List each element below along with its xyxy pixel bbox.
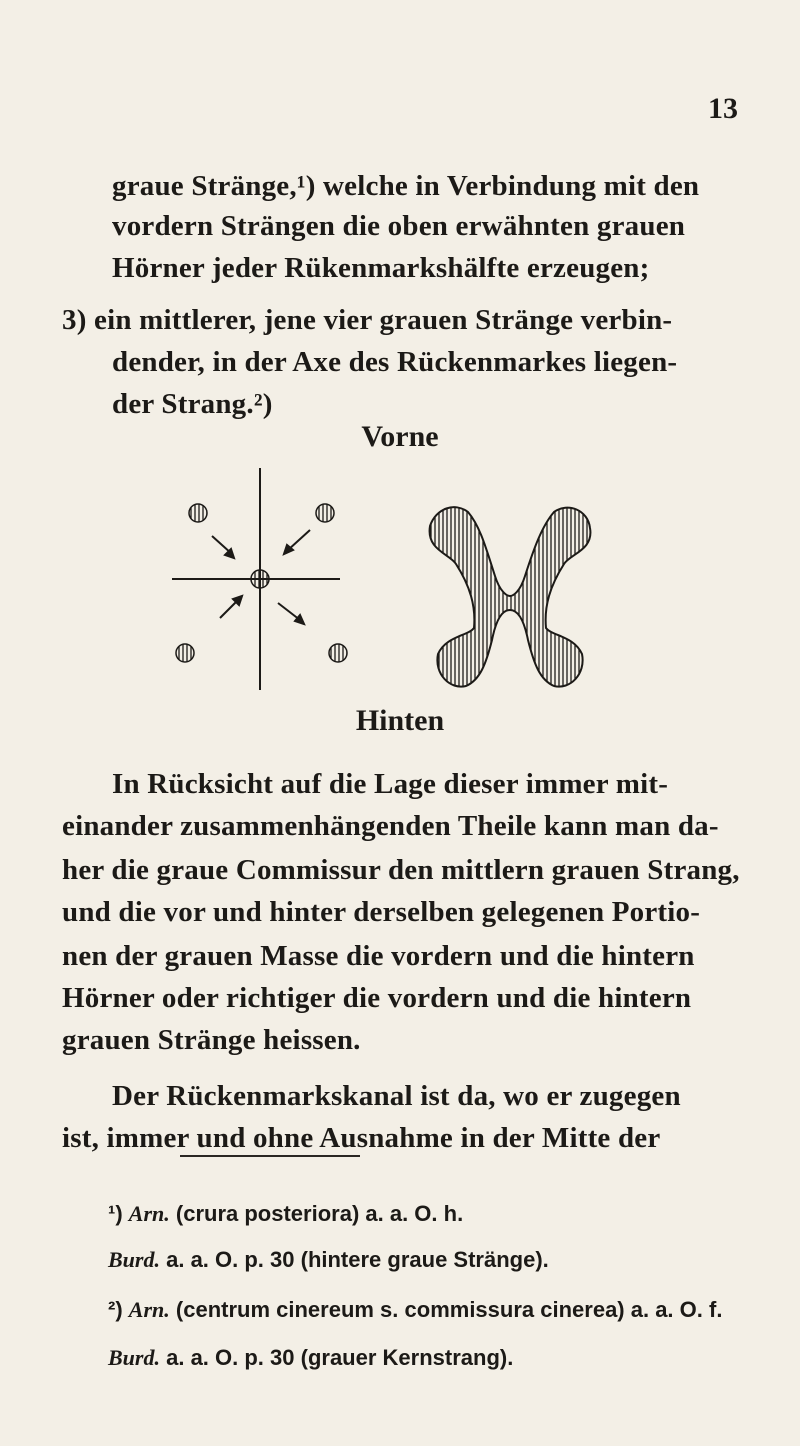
grey-matter-shape: [430, 507, 591, 686]
footnote-marker: ²): [108, 1297, 123, 1322]
text-line: 3) ein mittlerer, jene vier grauen Stränge verbin-: [62, 304, 673, 336]
text-line: Hörner jeder Rükenmarkshälfte erzeugen;: [112, 252, 650, 284]
footnote: [108, 1246, 748, 1274]
footnote-text: a. a. O. p. 30 (grauer Kernstrang).: [166, 1345, 514, 1370]
footnote: [108, 1200, 748, 1228]
footnote-text: (crura posteriora) a. a. O. h.: [175, 1201, 464, 1226]
footnote-author: Burd.: [108, 1247, 160, 1272]
page-number: 13: [708, 92, 738, 125]
text-line: vordern Strängen die oben erwähnten grauen: [112, 210, 686, 242]
text-line: nen der grauen Masse die vordern und die hintern: [62, 940, 695, 972]
footnote-author: Burd.: [108, 1345, 160, 1370]
footnote-text: (centrum cinereum s. commissura cinerea) a. a. O. f.: [175, 1297, 723, 1322]
spinal-cord-diagram: [150, 468, 670, 708]
figure-caption-top: Vorne: [361, 420, 439, 453]
text-line: und die vor und hinter derselben gelegenen Portio-: [62, 896, 701, 928]
figure-caption-bottom: Hinten: [355, 704, 445, 737]
text-line: grauen Stränge heissen.: [62, 1024, 361, 1056]
footnote-author: Arn.: [128, 1297, 170, 1322]
text-line: dender, in der Axe des Rückenmarkes liegen-: [112, 346, 678, 378]
footnote: [108, 1296, 748, 1324]
text-line: graue Stränge,¹) welche in Verbindung mit den: [112, 170, 700, 202]
text-line: einander zusammenhängenden Theile kann man da-: [62, 810, 719, 842]
text-line: her die graue Commissur den mittlern grauen Strang,: [62, 854, 740, 886]
text-line: Hörner oder richtiger die vordern und die hintern: [62, 982, 692, 1014]
footnote-text: a. a. O. p. 30 (hintere graue Stränge).: [166, 1247, 549, 1272]
text-line: In Rücksicht auf die Lage dieser immer mit-: [112, 768, 669, 800]
text-line: ist, immer und ohne Ausnahme in der Mitte der: [62, 1122, 661, 1154]
footnote: [108, 1344, 748, 1372]
footnote-marker: ¹): [108, 1201, 123, 1226]
text-line: Der Rückenmarkskanal ist da, wo er zugegen: [112, 1080, 681, 1112]
footnote-author: Arn.: [128, 1201, 170, 1226]
text-line: der Strang.²): [112, 388, 273, 420]
footnote-rule: [180, 1155, 360, 1157]
schematic-cross: [172, 468, 347, 690]
